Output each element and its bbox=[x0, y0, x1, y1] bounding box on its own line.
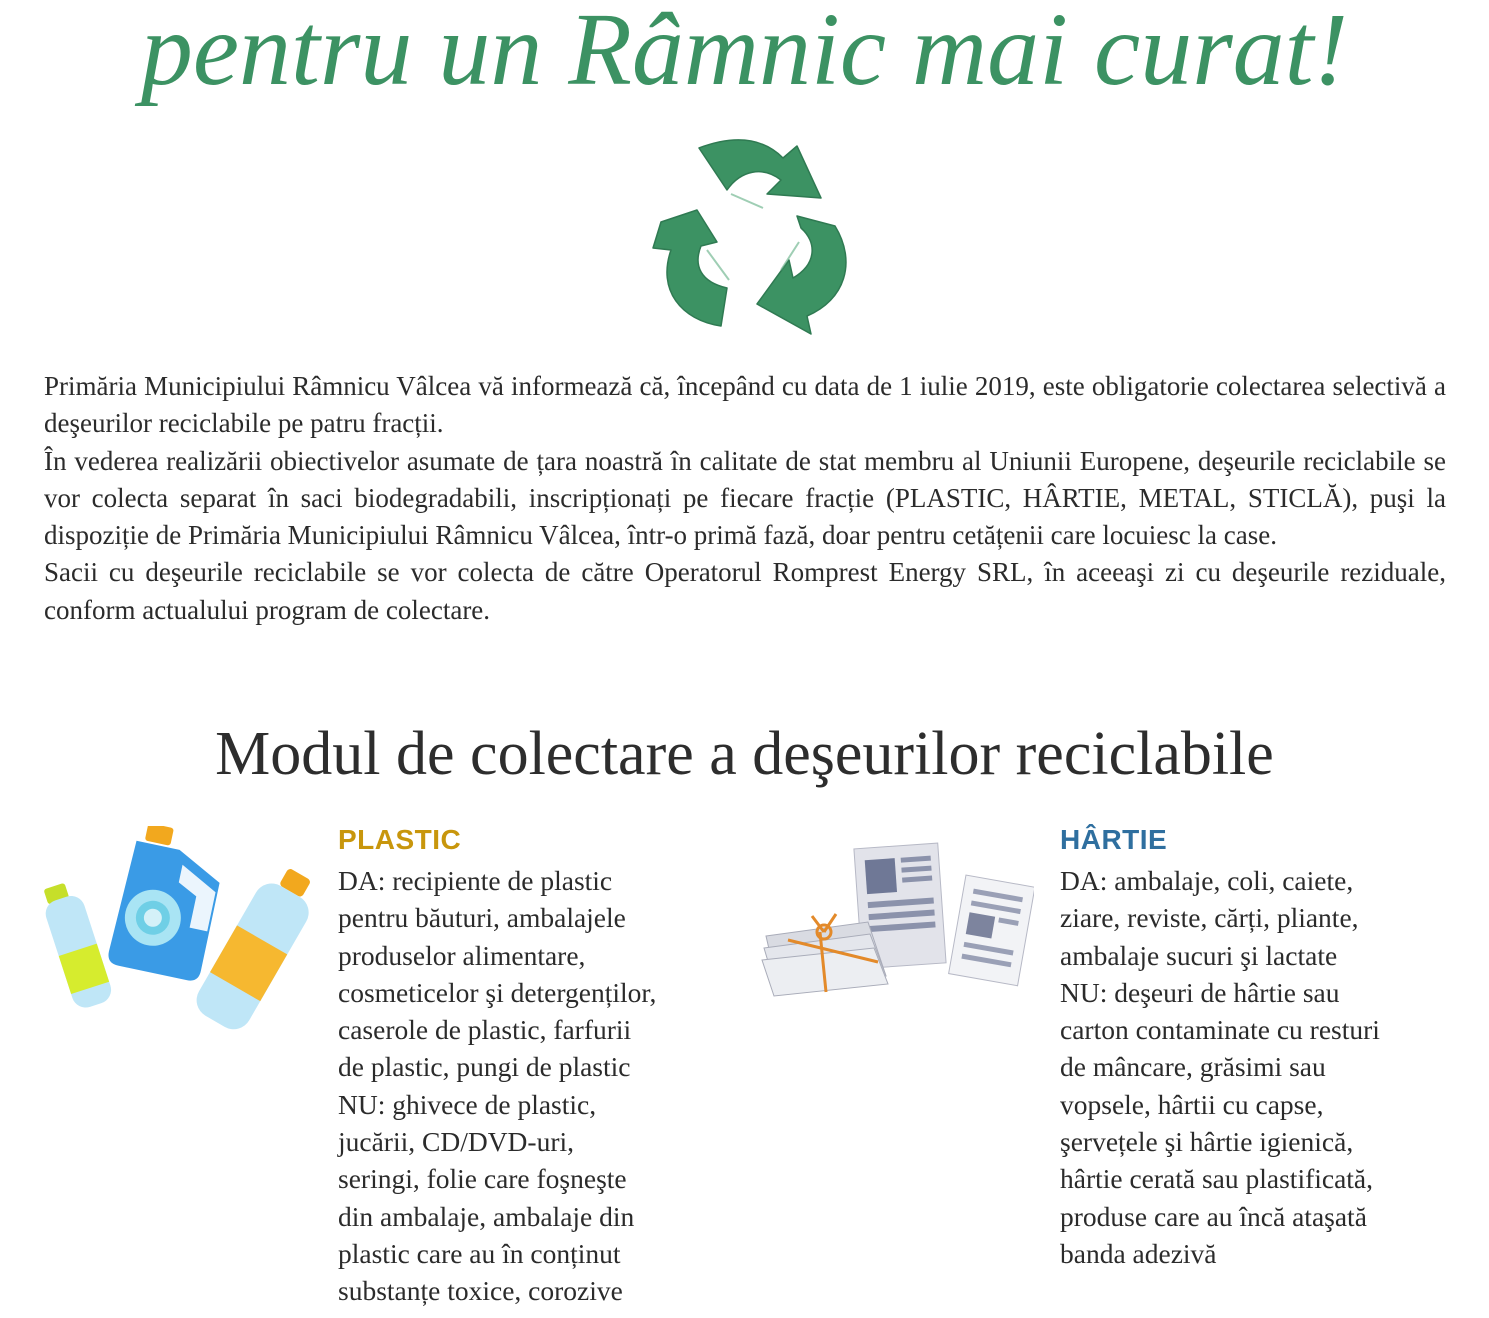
plastic-description bbox=[338, 862, 656, 1310]
text-line: şervețele şi hârtie igienică, bbox=[1060, 1126, 1354, 1158]
text-line: ambalaje sucuri şi lactate bbox=[1060, 939, 1338, 971]
text-line: NU: deşeuri de hârtie sau bbox=[1060, 976, 1340, 1008]
text-line: ziare, reviste, cărți, pliante, bbox=[1060, 902, 1359, 934]
section-title: Modul de colectare a deşeurilor reciclabile bbox=[215, 720, 1274, 788]
newspaper-stack-icon bbox=[758, 836, 1034, 1012]
intro-paragraph: Sacii cu deşeurile reciclabile se vor colecta de către Operatorul Romprest Energy SRL, în aceeaşi zi cu deşeurile reziduale, conform actualului program de colectare. bbox=[44, 557, 1446, 625]
text-line: din ambalaje, ambalaje din bbox=[338, 1200, 635, 1232]
text-line: cosmeticelor şi detergenților, bbox=[338, 976, 657, 1008]
text-line: hârtie cerată sau plastificată, bbox=[1060, 1163, 1374, 1195]
text-line: carton contaminate cu resturi bbox=[1060, 1014, 1380, 1046]
text-line: DA: ambalaje, coli, caiete, bbox=[1060, 865, 1354, 896]
paper-description bbox=[1060, 862, 1380, 1272]
text-line: substanțe toxice, corozive bbox=[338, 1275, 623, 1307]
text-line: de plastic, pungi de plastic bbox=[338, 1051, 631, 1083]
text-line: de mâncare, grăsimi sau bbox=[1060, 1051, 1326, 1083]
plastic-bottles-icon bbox=[44, 826, 320, 1032]
text-line: banda adezivă bbox=[1060, 1237, 1217, 1269]
recycle-icon bbox=[631, 130, 857, 340]
text-line: DA: recipiente de plastic bbox=[338, 865, 613, 896]
text-line: pentru băuturi, ambalajele bbox=[338, 902, 626, 934]
text-line: vopsele, hârtii cu capse, bbox=[1060, 1088, 1324, 1120]
text-line: produselor alimentare, bbox=[338, 939, 586, 971]
intro-text bbox=[44, 368, 1446, 629]
text-line: plastic care au în conținut bbox=[338, 1237, 621, 1269]
text-line: produse care au încă ataşată bbox=[1060, 1200, 1367, 1232]
plastic-title: PLASTIC bbox=[338, 824, 462, 855]
intro-paragraph: În vederea realizării obiectivelor asumate de țara noastră în calitate de stat membru al Uniunii Europene, deşeurile reciclabile se vor colecta separat în saci biodegradabili, inscripționați pe fiecare fracție (PLASTIC, HÂRTIE, METAL, STICLĂ), puşi la dispoziție de Primăria Municipiului Râmnicu Vâlcea, într-o primă fază, doar pentru cetățenii care locuiesc la case. bbox=[44, 445, 1446, 551]
text-line: seringi, folie care foşneşte bbox=[338, 1163, 627, 1195]
paper-title: HÂRTIE bbox=[1060, 824, 1168, 855]
intro-paragraph: Primăria Municipiului Râmnicu Vâlcea vă informează că, începând cu data de 1 iulie 2019, este obligatorie colectarea selectivă a deşeurilor reciclabile pe patru fracții. bbox=[44, 371, 1446, 439]
text-line: jucării, CD/DVD-uri, bbox=[338, 1126, 574, 1158]
text-line: NU: ghivece de plastic, bbox=[338, 1088, 597, 1120]
text-line: caserole de plastic, farfurii bbox=[338, 1014, 632, 1046]
page-title: pentru un Râmnic mai curat! bbox=[140, 0, 1349, 107]
